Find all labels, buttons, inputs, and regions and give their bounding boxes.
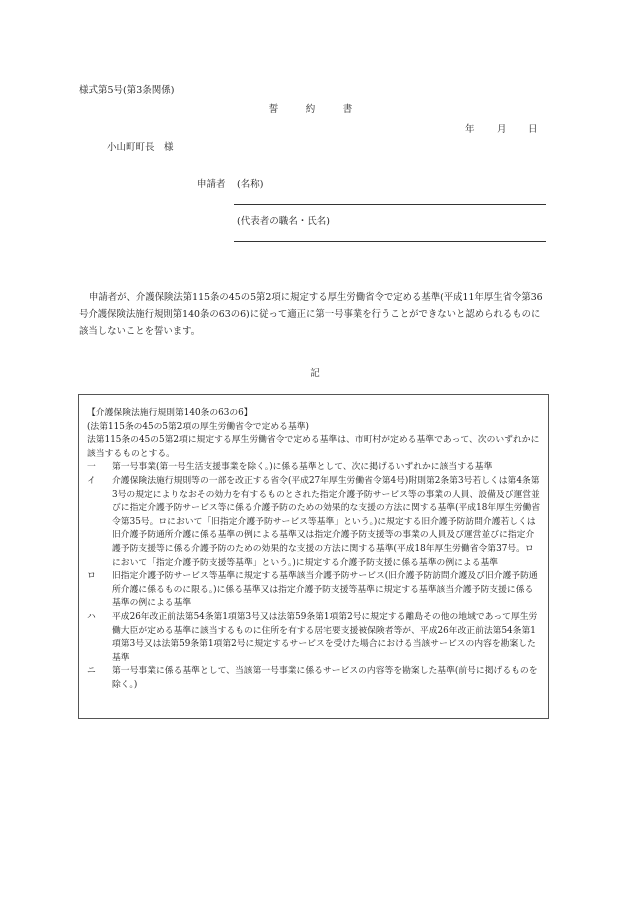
regulation-subheading: (法第115条の45の5第2項の厚生労働省令で定める基準) xyxy=(87,421,309,432)
form-number-label: 様式第5号(第3条関係) xyxy=(79,85,175,96)
regulation-box xyxy=(78,394,549,719)
item-text: 介護保険法施行規則等の一部を改正する省令(平成27年厚生労働省令第4号)附則第2条第3号若しくは第4条第3号の規定によりなおその効力を有するものとされた指定介護予防サービス等の事業の人員、設備及び運営並びに指定介護予防サービス等に係る介護予防のための効果的な支援の方法に関する基準(平成18年厚生労働省令第35号。ロにおいて「旧指定介護予防サービス等基準」という。)に規定する旧介護予防訪問介護若しくは旧介護予防通所介護に係る基準の例による基準又は指定介護予防支援等の事業の人員及び運営並びに指定介護予防支援等に係る介護予防のための効果的な支援の方法に関する基準(平成18年厚生労働省令第37号。ロにおいて「指定介護予防支援等基準」という。)に規定する介護予防支援に係る基準の例による基準 xyxy=(112,475,541,568)
regulation-item-1 xyxy=(87,461,542,475)
regulation-heading: 【介護保険法施行規則第140条の63の6】 xyxy=(87,408,253,418)
item-mark: イ xyxy=(87,475,96,486)
item-text: 旧指定介護予防サービス等基準に規定する基準該当介護予防サービス(旧介護予防訪問介護及び旧介護予防通所介護に係るものに限る。)に係る基準又は指定介護予防支援等基準に規定する基準該当介護予防支援に係る基準の例による基準 xyxy=(112,571,538,609)
representative-signature-line[interactable] xyxy=(234,241,546,242)
addressee: 小山町町長 様 xyxy=(107,142,174,153)
item-mark: ニ xyxy=(87,666,96,677)
item-text: 第一号事業に係る基準として、当該第一号事業に係るサービスの内容等を勘案した基準(前号に掲げるものを除く。) xyxy=(112,666,538,690)
applicant-label: 申請者 xyxy=(197,179,226,190)
regulation-item-ro xyxy=(87,570,542,611)
date-day-label: 日 xyxy=(528,124,538,135)
ki-label: 記 xyxy=(310,368,320,379)
document-title: 誓 約 書 xyxy=(268,104,362,115)
applicant-name-label: (名称) xyxy=(237,179,264,190)
name-signature-line[interactable] xyxy=(234,204,546,205)
item-text: 平成26年改正前法第54条第1項第3号又は法第59条第1項第2号に規定する離島その他の地域であって厚生労働大臣が定める基準に該当するものに住所を有する居宅要支援被保険者等が、平成26年改正前法第54条第1項第3号又は法第59条第1項第2号に規定するサービスを受けた場合における当該サービスの内容を勘案した基準 xyxy=(112,611,538,663)
pledge-paragraph: 申請者が、介護保険法第115条の45の5第2項に規定する厚生労働省令で定める基準(平成11年厚生省令第36号介護保険法施行規則第140条の63の6)に従って適正に第一号事業を行うことができないと認められるものに該当しないことを誓います。 xyxy=(79,292,543,337)
regulation-item-ni xyxy=(87,665,542,692)
item-mark: 一 xyxy=(87,462,96,473)
regulation-content xyxy=(87,407,542,692)
representative-label: (代表者の職名・氏名) xyxy=(237,216,330,227)
date-month-label: 月 xyxy=(497,124,507,135)
date-year-label: 年 xyxy=(465,124,475,135)
regulation-item-i xyxy=(87,475,542,570)
item-mark: ロ xyxy=(87,571,96,582)
regulation-item-ha xyxy=(87,611,542,665)
regulation-intro: 法第115条の45の5第2項に規定する厚生労働省令で定める基準は、市町村が定める基準であって、次のいずれかに該当するものとする。 xyxy=(87,435,540,459)
item-mark: ハ xyxy=(87,611,96,622)
item-text: 第一号事業(第一号生活支援事業を除く。)に係る基準として、次に掲げるいずれかに該当する基準 xyxy=(112,462,493,473)
